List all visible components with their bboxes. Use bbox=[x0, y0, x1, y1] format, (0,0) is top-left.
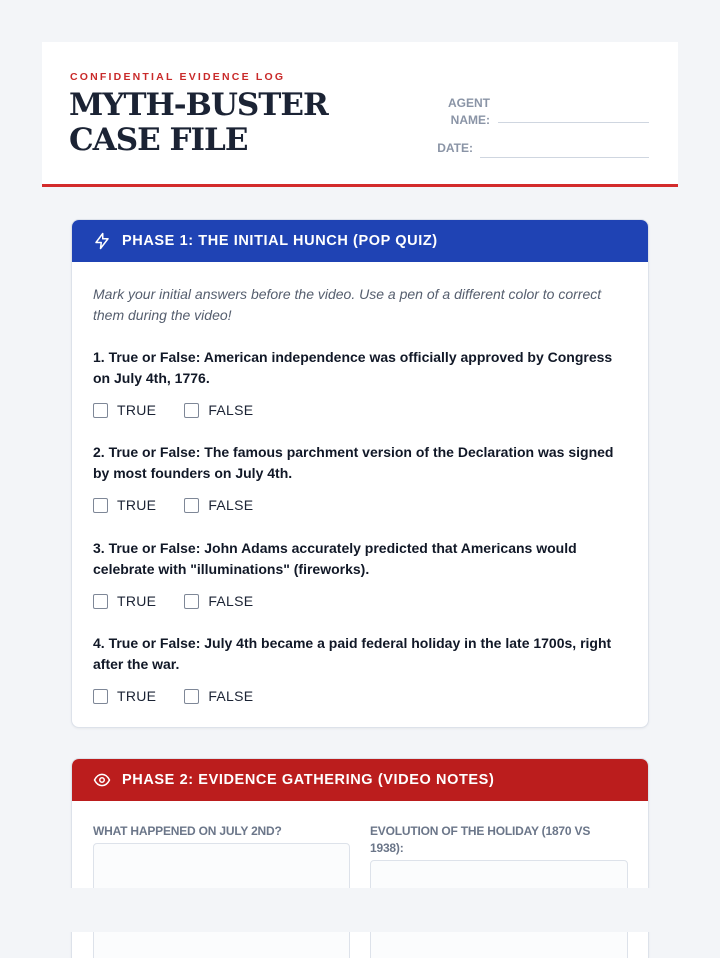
true-checkbox[interactable] bbox=[93, 594, 108, 609]
phase1-card bbox=[71, 219, 649, 728]
true-option[interactable] bbox=[93, 688, 156, 704]
false-checkbox[interactable] bbox=[184, 403, 199, 418]
answer-options bbox=[93, 593, 633, 609]
false-label: FALSE bbox=[208, 497, 254, 513]
question-text: 1. True or False: American independence was officially approved by Congress on July 4th, 1776. bbox=[93, 349, 613, 386]
false-checkbox[interactable] bbox=[184, 498, 199, 513]
false-option[interactable] bbox=[184, 593, 253, 609]
question-text: 3. True or False: John Adams accurately predicted that Americans would celebrate with "illuminations" (fireworks). bbox=[93, 540, 577, 577]
true-option[interactable] bbox=[93, 402, 156, 418]
answer-options bbox=[93, 688, 633, 704]
document-kicker: CONFIDENTIAL EVIDENCE LOG bbox=[70, 71, 286, 83]
false-checkbox[interactable] bbox=[184, 594, 199, 609]
holiday-evolution-notes-label: EVOLUTION OF THE HOLIDAY (1870 VS 1938): bbox=[370, 824, 591, 855]
agent-name-field[interactable] bbox=[498, 122, 649, 123]
false-checkbox[interactable] bbox=[184, 689, 199, 704]
false-option[interactable] bbox=[184, 402, 253, 418]
eye-icon bbox=[93, 771, 111, 789]
false-label: FALSE bbox=[208, 402, 254, 418]
true-label: TRUE bbox=[117, 402, 157, 418]
phase1-instructions: Mark your initial answers before the video. Use a pen of a different color to correct them during the video! bbox=[93, 286, 602, 323]
false-label: FALSE bbox=[208, 688, 254, 704]
true-option[interactable] bbox=[93, 497, 156, 513]
case-file-header bbox=[42, 42, 678, 187]
lightning-icon bbox=[93, 232, 111, 250]
document-title: MYTH-BUSTER CASE FILE bbox=[69, 87, 328, 158]
true-label: TRUE bbox=[117, 593, 157, 609]
quiz-question bbox=[93, 633, 633, 704]
answer-options bbox=[93, 402, 633, 418]
true-option[interactable] bbox=[93, 593, 156, 609]
question-text: 4. True or False: July 4th became a paid federal holiday in the late 1700s, right after the war. bbox=[93, 635, 612, 672]
phase2-header bbox=[72, 759, 648, 801]
phase2-title: PHASE 2: EVIDENCE GATHERING (VIDEO NOTES) bbox=[122, 772, 495, 788]
date-field[interactable] bbox=[480, 157, 649, 158]
true-label: TRUE bbox=[117, 497, 157, 513]
phase1-title: PHASE 1: THE INITIAL HUNCH (POP QUIZ) bbox=[122, 233, 438, 249]
false-label: FALSE bbox=[208, 593, 254, 609]
page-bottom-margin bbox=[0, 888, 720, 932]
answer-options bbox=[93, 497, 633, 513]
false-option[interactable] bbox=[184, 688, 253, 704]
true-checkbox[interactable] bbox=[93, 403, 108, 418]
quiz-question bbox=[93, 347, 633, 418]
quiz-question bbox=[93, 442, 633, 513]
false-option[interactable] bbox=[184, 497, 253, 513]
phase1-header bbox=[72, 220, 648, 262]
date-label: DATE: bbox=[437, 141, 473, 155]
july-2nd-notes-label: WHAT HAPPENED ON JULY 2ND? bbox=[93, 824, 282, 838]
true-checkbox[interactable] bbox=[93, 689, 108, 704]
agent-name-label: AGENT NAME: bbox=[448, 96, 490, 127]
quiz-question bbox=[93, 538, 633, 609]
true-checkbox[interactable] bbox=[93, 498, 108, 513]
question-text: 2. True or False: The famous parchment version of the Declaration was signed by most founders on July 4th. bbox=[93, 444, 614, 481]
true-label: TRUE bbox=[117, 688, 157, 704]
